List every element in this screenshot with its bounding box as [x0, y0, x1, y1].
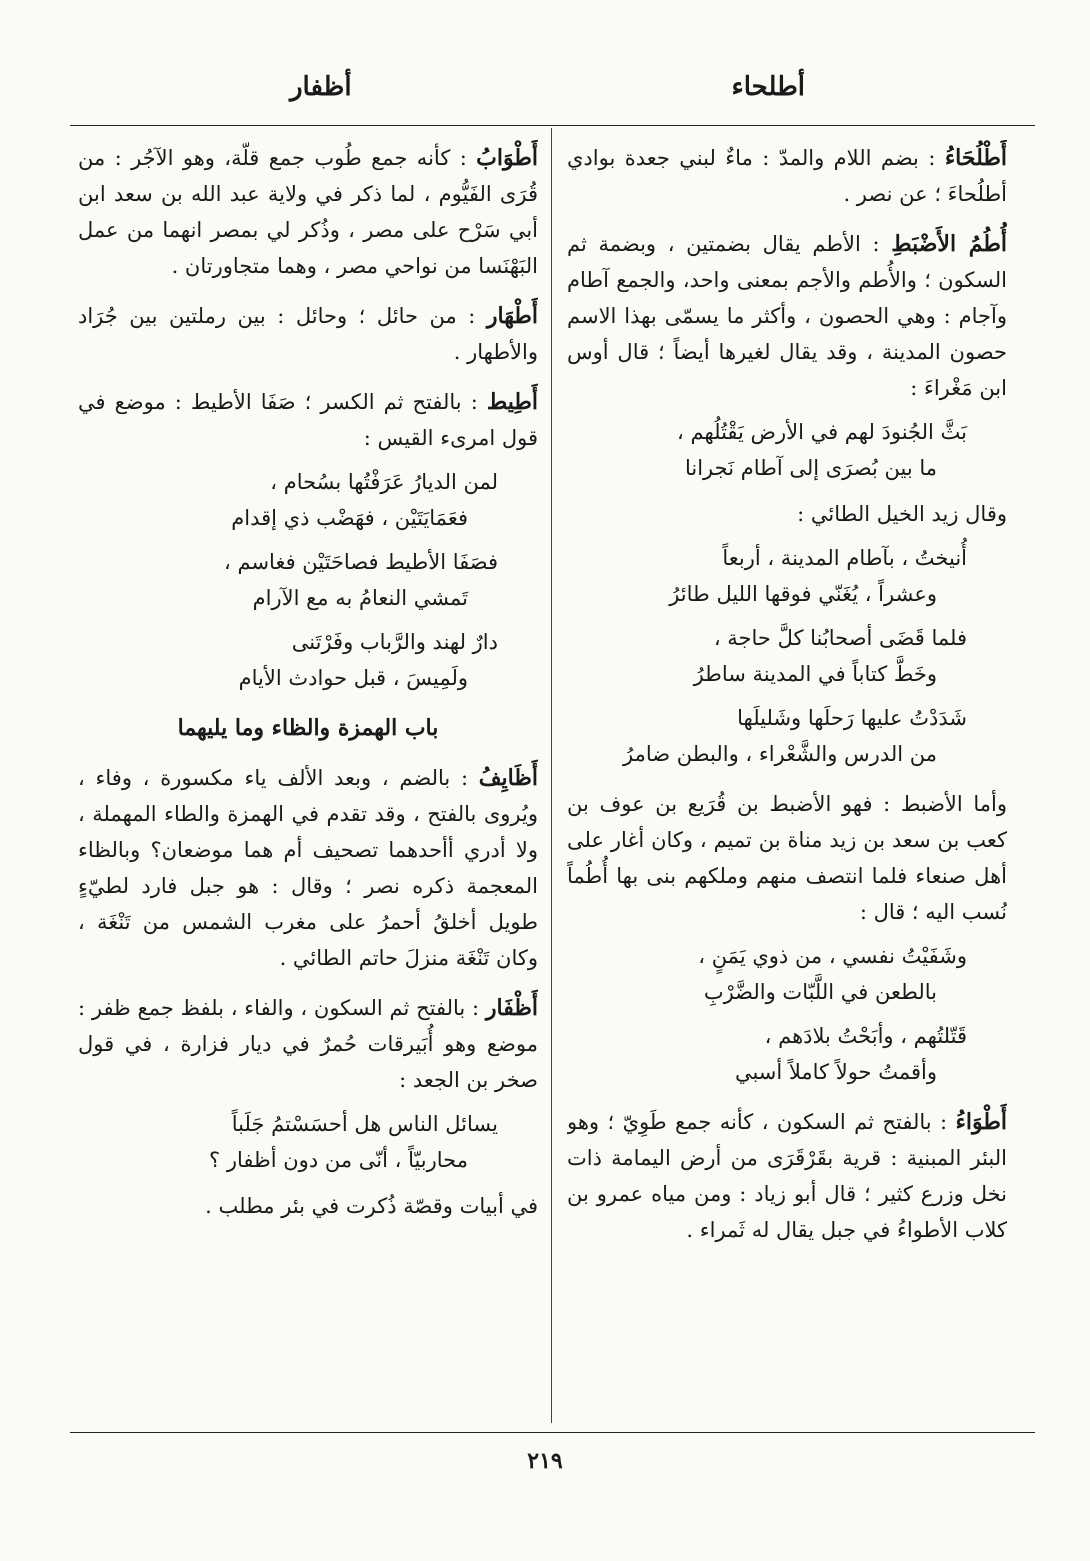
headword: أَطْلُحَاءُ — [944, 145, 1007, 171]
entry-text: : بالفتح ثم الكسر ؛ صَفَا الأطيط : موضع في قول امرىء القيس : — [78, 390, 538, 450]
headword: أَطْوَابُ — [476, 145, 538, 171]
entry-text: : الأطم يقال بضمتين ، وبضمة ثم السكون ؛ والأُطم والأجم بمعنى واحد، والجمع آطام وآجام : وهي الحصون ، وأكثر ما يسمّى بهذا الاسم حصون المدينة ، وقد يقال لغيرها أيضاً ؛ قال أوس ابن مَغْراءَ : — [567, 232, 1007, 400]
entry-athar — [78, 298, 538, 370]
verse-line: بالطعن في اللَّبّات والضَّرْبِ — [703, 980, 937, 1004]
headword: أَظَايِفُ — [478, 765, 538, 791]
verse-line: لمن الديارُ عَرَفْتُها بسُحام ، — [270, 470, 498, 494]
verse-line: تَمشي النعامُ به مع الآرام — [252, 586, 468, 610]
entry-atwaa — [567, 1104, 1007, 1248]
entry-text-after: في أبيات وقصّة ذُكرت في بئر مطلب . — [205, 1194, 538, 1218]
verse-line: وشَفَيْتُ نفسي ، من ذوي يَمَنٍ ، — [698, 944, 967, 968]
verse-line: ولَمِيسَ ، قبل حوادث الأيام — [238, 666, 468, 690]
poem — [567, 540, 1007, 772]
verse-line: شَدَدْتُ عليها رَحلَها وشَليلَها — [737, 706, 967, 730]
poem — [78, 1106, 538, 1178]
verse-line: دارٌ لهند والرَّباب وفَرْتَنى — [291, 630, 498, 654]
stanza — [78, 624, 538, 696]
stanza — [78, 464, 538, 536]
poem — [567, 938, 1007, 1090]
stanza — [567, 540, 1007, 612]
entry-azayif — [78, 760, 538, 976]
poem — [78, 464, 538, 696]
verse-line: وعشراً ، يُغَنّي فوقها الليل طائرُ — [669, 582, 937, 606]
stanza — [567, 700, 1007, 772]
headword: أَظْفَار — [485, 995, 538, 1021]
top-rule — [70, 125, 1035, 126]
entry-text: : بضم اللام والمدّ : ماءٌ لبني جعدة بوادي أطلُحاءَ ؛ عن نصر . — [567, 146, 1007, 206]
bottom-rule — [70, 1432, 1035, 1433]
verse-line: وأقمتُ حولاً كاملاً أسبي — [734, 1060, 937, 1084]
entry-atwab — [78, 140, 538, 284]
verse-line: أُنيختُ ، بآطام المدينة ، أربعاً — [722, 546, 967, 570]
entry-text: وأما الأضبط : فهو الأضبط بن قُرَيع بن عوف بن كعب بن سعد بن زيد مناة بن تميم ، وكان أغار على أهل صنعاء فلما انتصف منهم وملكهم بنى بها أُطُماً نُسب اليه ؛ قال : — [567, 792, 1007, 924]
verse-line: فعَمَايَتَيْن ، فهَضْب ذي إقدام — [231, 506, 468, 530]
column-divider — [551, 128, 552, 1423]
running-head-left: أظفار — [290, 72, 352, 102]
section-title: باب الهمزة والظاء وما يليهما — [177, 715, 439, 741]
entry-text: : بالفتح ثم السكون ، والفاء ، بلفظ جمع ظفر : موضع وهو أُبَيرقات حُمرٌ في ديار فزارة ، في قول صخر بن الجعد : — [78, 996, 538, 1092]
page-number: ٢١٩ — [527, 1448, 563, 1474]
stanza — [567, 1018, 1007, 1090]
entry-text: : من حائل ؛ وحائل : بين رملتين بين جُرَاد والأطهار . — [78, 304, 538, 364]
verse-line: قَتّلتُهم ، وأبَحْتُ بلادَهم ، — [764, 1024, 967, 1048]
stanza — [567, 414, 1007, 486]
entry-atluhaa — [567, 140, 1007, 212]
verse-line: محاربيّاً ، أنّى من دون أظفار ؟ — [209, 1148, 468, 1172]
poem — [567, 414, 1007, 486]
stanza — [567, 620, 1007, 692]
verse-line: فلما قَضَى أصحابُنا كلَّ حاجة ، — [713, 626, 967, 650]
entry-text: : بالضم ، وبعد الألف ياء مكسورة ، وفاء ، ويُروى بالفتح ، وقد تقدم في الهمزة والطاء المهملة ، ولا أدري أأحدهما تصحيف أم هما موضعان؟ وبالظاء المعجمة ذكره نصر ؛ وقال : هو جبل فارد لطيّءٍ طويل أخلقُ أحمرُ على مغرب الشمس من تَنْغَة ، وكان تَنْغَة منزلَ حاتم الطائي . — [78, 766, 538, 970]
verse-line: بَثَّ الجُنودَ لهم في الأرض يَقْتُلُهم ، — [677, 420, 967, 444]
entry-azfar — [78, 990, 538, 1224]
left-column — [78, 140, 538, 1420]
entry-text: : كأنه جمع طُوب جمع قلّة، وهو الآجُر : من قُرَى الفَيُّوم ، لما ذكر في ولاية عبد الله بن سعد ابن أبي سَرْح على مصر ، وذُكر لي بمصر انهما من عمل البَهْنَسا من نواحي مصر ، وهما متجاورتان . — [78, 146, 538, 278]
stanza — [567, 938, 1007, 1010]
verse-line: ما بين بُصرَى إلى آطام نَجرانا — [684, 456, 937, 480]
entry-utum-aldabt — [567, 226, 1007, 772]
entry-text: : بالفتح ثم السكون ، كأنه جمع طَوِيّ ؛ وهو البئر المبنية : قرية بقَرْقَرَى من أرض اليمامة ذات نخل وزرع كثير ؛ قال أبو زياد : ومن مياه عمرو بن كلاب الأطواءُ في جبل يقال له ثَمراء . — [567, 1110, 1007, 1242]
headword: أُطُمُ الأَضْبَطِ — [891, 231, 1007, 257]
entry-aldabt-note — [567, 786, 1007, 1090]
headword: أَطِيط — [486, 389, 538, 415]
headword: أَطْهَار — [486, 303, 538, 329]
verse-line: فصَفَا الأطيط فصاحَتَيْن فغاسم ، — [224, 550, 498, 574]
verse-intro: وقال زيد الخيل الطائي : — [797, 502, 1007, 526]
right-column — [567, 140, 1007, 1420]
headword: أَطْوَاءُ — [955, 1109, 1007, 1135]
entry-atit — [78, 384, 538, 696]
stanza — [78, 544, 538, 616]
verse-line: وخَطَّ كتاباً في المدينة ساطرُ — [693, 662, 937, 686]
stanza — [78, 1106, 538, 1178]
running-head-right: أطلحاء — [731, 72, 805, 102]
verse-line: يسائل الناس هل أحسَسْتمُ جَلَباً — [231, 1112, 498, 1136]
verse-line: من الدرس والشَّعْراء ، والبطن ضامرُ — [623, 742, 937, 766]
